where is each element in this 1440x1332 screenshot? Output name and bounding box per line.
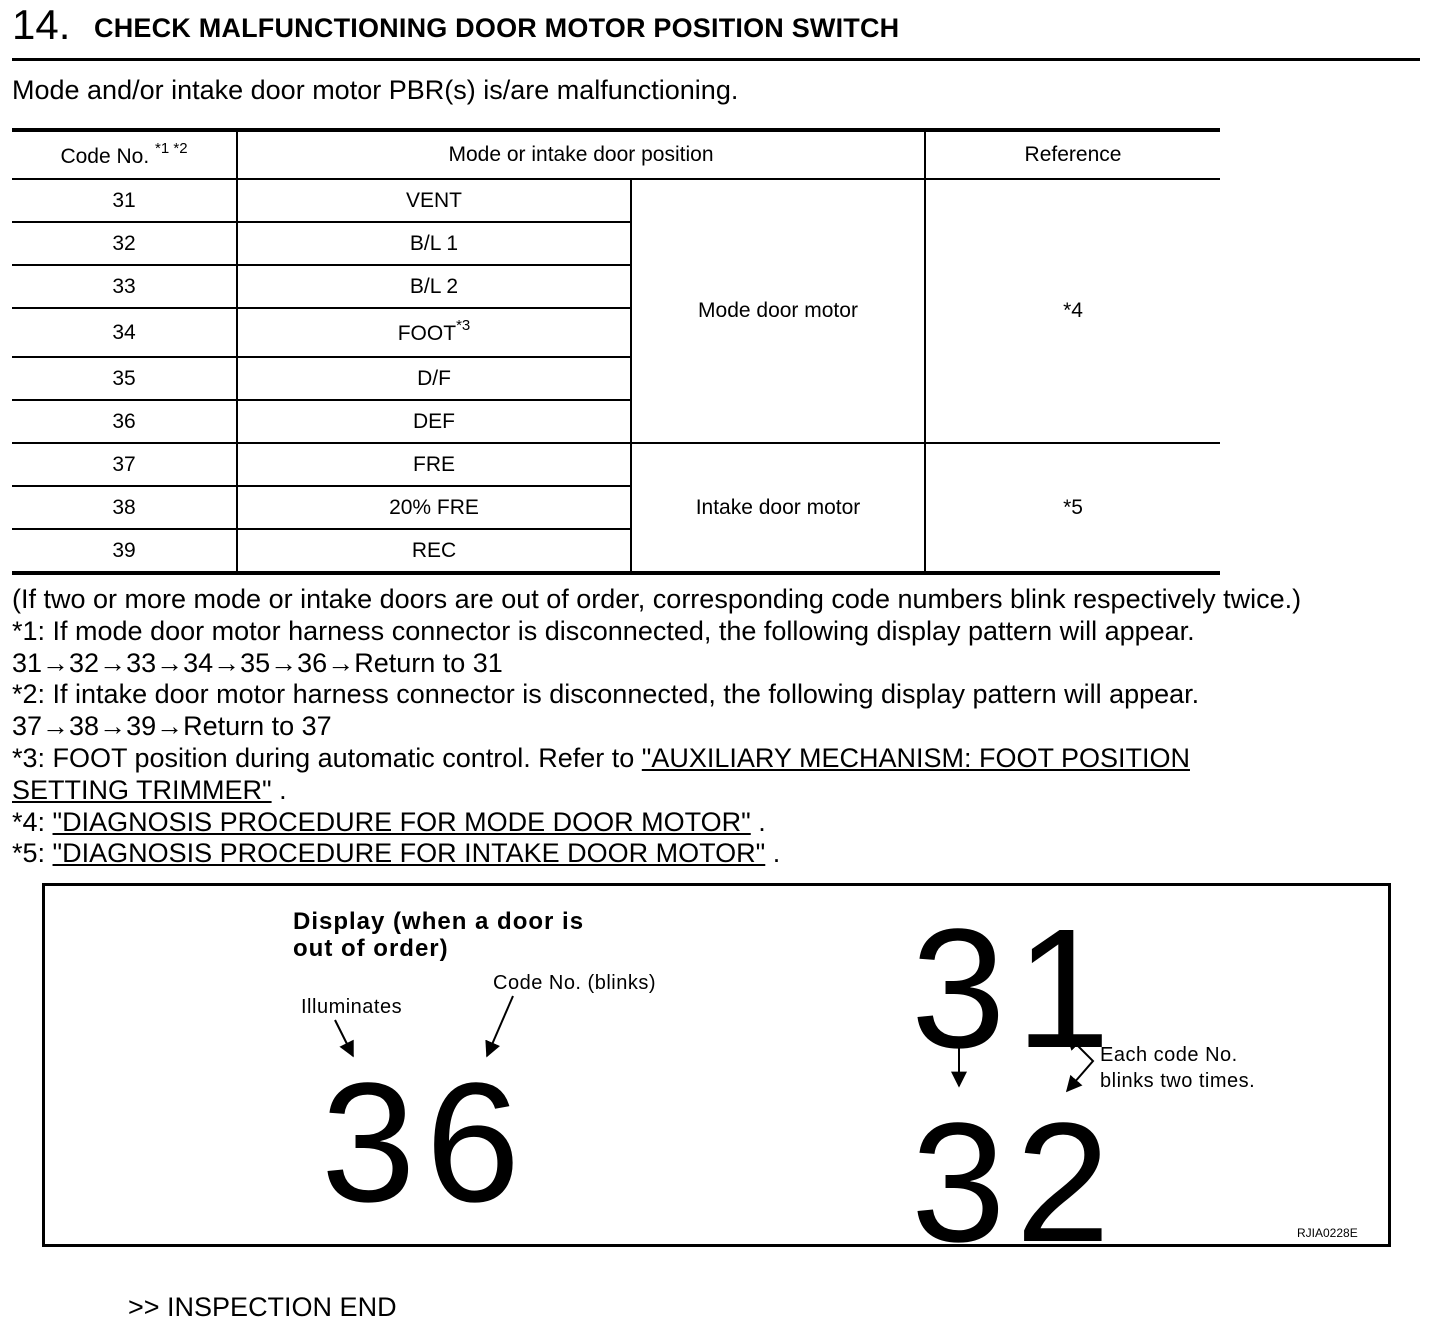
reference-cell-mode: *4: [925, 179, 1220, 443]
header-code-no: Code No. $^{*1 *2}$: [12, 130, 237, 179]
link-foot-position-trimmer-continued[interactable]: SETTING TRIMMER": [12, 774, 272, 805]
label-illuminates: Illuminates: [301, 996, 403, 1018]
code-cell: 36: [12, 400, 237, 443]
intro-text: Mode and/or intake door motor PBR(s) is/are malfunctioning.: [12, 75, 739, 105]
step-title: CHECK MALFUNCTIONING DOOR MOTOR POSITION SWITCH: [94, 13, 900, 43]
display-code-31: 31: [911, 894, 1121, 1084]
position-cell: 20% FRE: [237, 486, 631, 529]
code-blinks-arrow: [487, 996, 513, 1056]
display-code-36: 36: [321, 1048, 531, 1238]
table-row: [12, 179, 1220, 222]
code-cell: 35: [12, 357, 237, 400]
note-1: *1: If mode door motor harness connector is disconnected, the following display pattern will appear.: [12, 615, 1195, 646]
notes-block: [12, 584, 1432, 870]
display-figure: [42, 883, 1391, 1278]
link-mode-door-motor-procedure[interactable]: "DIAGNOSIS PROCEDURE FOR MODE DOOR MOTOR": [52, 806, 751, 837]
motor-cell-intake: Intake door motor: [631, 443, 925, 573]
step-header: [12, 0, 1420, 61]
inspection-end: >> INSPECTION END: [128, 1292, 397, 1322]
position-cell: DEF: [237, 400, 631, 443]
position-cell: D/F: [237, 357, 631, 400]
code-cell: 32: [12, 222, 237, 265]
figure-caption: Display (when a door is out of order): [293, 908, 585, 962]
code-cell: 37: [12, 443, 237, 486]
position-cell: FOOT$^{*3}$: [237, 308, 631, 357]
display-code-32: 32: [911, 1088, 1121, 1278]
link-foot-position-trimmer[interactable]: "AUXILIARY MECHANISM: FOOT POSITION: [641, 742, 1190, 773]
code-cell: 39: [12, 529, 237, 573]
note-5: *5: "DIAGNOSIS PROCEDURE FOR INTAKE DOOR MOTOR" .: [12, 838, 781, 869]
reference-cell-intake: *5: [925, 443, 1220, 573]
link-intake-door-motor-procedure[interactable]: "DIAGNOSIS PROCEDURE FOR INTAKE DOOR MOTOR": [52, 838, 766, 869]
code-table: [12, 128, 1220, 575]
position-cell: B/L 1: [237, 222, 631, 265]
label-code-no-blinks: Code No. (blinks): [493, 972, 657, 994]
code-cell: 33: [12, 265, 237, 308]
note-3: *3: FOOT position during automatic control. Refer to "AUXILIARY MECHANISM: FOOT POSITION: [12, 742, 1190, 773]
motor-cell-mode: Mode door motor: [631, 179, 925, 443]
note-4: *4: "DIAGNOSIS PROCEDURE FOR MODE DOOR MOTOR" .: [12, 806, 766, 837]
header-door-position: Mode or intake door position: [237, 130, 925, 179]
header-reference: Reference: [925, 130, 1220, 179]
pattern-1: 31→32→33→34→35→36→Return to 31: [12, 647, 503, 678]
table-header-row: [12, 130, 1220, 179]
figure-id: RJIA0228E: [1297, 1226, 1358, 1240]
step-number: 14.: [12, 1, 71, 48]
code-cell: 34: [12, 308, 237, 357]
table-row: [12, 443, 1220, 486]
label-each-code-blinks: Each code No. blinks two times.: [1100, 1044, 1256, 1092]
header-code-superscript: *1 *2: [155, 139, 188, 157]
position-cell: FRE: [237, 443, 631, 486]
position-cell: B/L 2: [237, 265, 631, 308]
code-cell: 38: [12, 486, 237, 529]
note-2: *2: If intake door motor harness connector is disconnected, the following display pattern will appear.: [12, 679, 1200, 710]
pattern-2: 37→38→39→Return to 37: [12, 711, 332, 742]
code-cell: 31: [12, 179, 237, 222]
position-cell: REC: [237, 529, 631, 573]
note-blink: (If two or more mode or intake doors are out of order, corresponding code numbers blink respectively twice.): [12, 584, 1302, 614]
position-superscript: *3: [456, 317, 471, 334]
position-cell: VENT: [237, 179, 631, 222]
note-3-continued: SETTING TRIMMER" .: [12, 774, 287, 805]
